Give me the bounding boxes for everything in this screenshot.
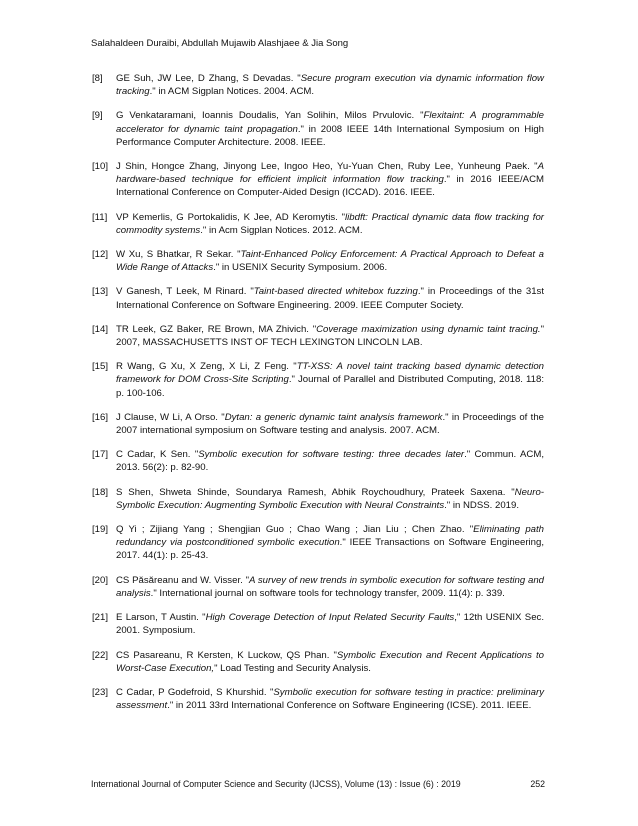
- reference-number: [8]: [92, 73, 103, 84]
- reference-text: V Ganesh, T Leek, M Rinard. "Taint-based directed whitebox fuzzing." in Proceedings of the 31st International Conference on Software Engineering. 2009. IEEE Computer Society.: [116, 286, 545, 311]
- reference-title: Coverage maximization using dynamic taint tracing.: [316, 323, 541, 335]
- reference-title: Dytan: a generic dynamic taint analysis framework: [224, 411, 443, 423]
- reference-text: C Cadar, K Sen. "Symbolic execution for software testing: three decades later." Commun. ACM, 2013. 56(2): p. 82-90.: [116, 449, 544, 474]
- reference-number: [22]: [92, 649, 109, 661]
- reference-number: [20]: [92, 574, 109, 586]
- reference-text: G Venkataramani, Ioannis Doudalis, Yan Solihin, Milos Prvulovic. "Flexitaint: A programmable accelerator for dynamic taint propagation." in 2008 IEEE 14th International Symposium on High Performance Computer Architecture. 2008. IEEE.: [116, 110, 545, 148]
- reference-title: Neuro-Symbolic Execution: Augmenting Symbolic Execution with Neural Constraints: [116, 486, 544, 511]
- reference-title: Eliminating path redundancy via postconditioned symbolic execution: [116, 524, 544, 549]
- reference-number: [10]: [92, 161, 109, 173]
- reference-item: [92, 360, 544, 400]
- reference-title: A hardware-based technique for efficient implicit information flow tracking: [116, 161, 544, 186]
- reference-item: [92, 448, 544, 474]
- reference-text: TR Leek, GZ Baker, RE Brown, MA Zhivich. "Coverage maximization using dynamic taint tracing." 2007, MASSACHUSETTS INST OF TECH LEXINGTON LINCOLN LAB.: [116, 323, 544, 349]
- reference-item: [92, 72, 544, 98]
- reference-number: [23]: [92, 686, 109, 698]
- reference-title: Secure program execution via dynamic information flow tracking: [116, 73, 544, 98]
- reference-list: [92, 72, 544, 712]
- reference-number: [17]: [92, 449, 109, 461]
- reference-item: [92, 411, 544, 437]
- reference-number: [12]: [92, 249, 109, 261]
- reference-item: [92, 248, 544, 274]
- reference-title: TT-XSS: A novel taint tracking based dynamic detection framework for DOM Cross-Site Scripting: [116, 361, 545, 386]
- reference-number: [14]: [92, 323, 109, 335]
- reference-text: J Shin, Hongce Zhang, Jinyong Lee, Ingoo Heo, Yu-Yuan Chen, Ruby Lee, Yunheung Paek. "A hardware-based technique for efficient implicit information flow tracking." in 2016 IEEE/ACM International Conference on Computer-Aided Design (ICCAD). 2016. IEEE.: [116, 161, 544, 199]
- reference-text: C Cadar, P Godefroid, S Khurshid. "Symbolic execution for software testing in practice: preliminary assessment." in 2011 33rd International Conference on Software Engineering (ICSE). 2011. IEEE.: [116, 686, 544, 712]
- reference-text: Q Yi ; Zijiang Yang ; Shengjian Guo ; Chao Wang ; Jian Liu ; Chen Zhao. "Eliminating path redundancy via postconditioned symbolic execution." IEEE Transactions on Software Engineering, 2017. 44(1): p. 25-43.: [116, 524, 544, 562]
- reference-text: CS Păsăreanu and W. Visser. "A survey of new trends in symbolic execution for software testing and analysis." International journal on software tools for technology transfer, 2009. 11(4): p. 339.: [116, 574, 544, 599]
- reference-number: [21]: [92, 612, 109, 624]
- reference-text: E Larson, T Austin. "High Coverage Detection of Input Related Security Faults," 12th USENIX Sec. 2001. Symposium.: [116, 612, 544, 637]
- reference-text: GE Suh, JW Lee, D Zhang, S Devadas. "Secure program execution via dynamic information flow tracking." in ACM Sigplan Notices. 2004. ACM.: [116, 73, 544, 98]
- reference-number: [11]: [92, 211, 108, 223]
- reference-number: [13]: [92, 286, 109, 298]
- reference-text: J Clause, W Li, A Orso. "Dytan: a generic dynamic taint analysis framework." in Proceedings of the 2007 international symposium on Software testing and analysis. 2007. ACM.: [116, 411, 544, 437]
- reference-title: libdft: Practical dynamic data flow tracking for commodity systems: [116, 211, 544, 236]
- reference-title: Taint-Enhanced Policy Enforcement: A Practical Approach to Defeat a Wide Range of Attacks: [116, 249, 544, 274]
- page-footer: [91, 779, 545, 789]
- reference-title: Symbolic Execution and Recent Applications to Worst-Case Execution,: [116, 649, 544, 674]
- reference-item: [92, 211, 544, 237]
- reference-text: R Wang, G Xu, X Zeng, X Li, Z Feng. "TT-XSS: A novel taint tracking based dynamic detection framework for DOM Cross-Site Scripting." Journal of Parallel and Distributed Computing, 2018. 118: p. 100-106.: [116, 361, 545, 399]
- reference-number: [19]: [92, 524, 109, 536]
- reference-item: [92, 574, 544, 600]
- reference-item: [92, 486, 544, 512]
- reference-number: [15]: [92, 361, 109, 373]
- reference-text: CS Pasareanu, R Kersten, K Luckow, QS Phan. "Symbolic Execution and Recent Applications to Worst-Case Execution," Load Testing and Security Analysis.: [116, 649, 544, 674]
- reference-title: Flexitaint: A programmable accelerator for dynamic taint propagation: [116, 110, 544, 135]
- reference-item: [92, 160, 544, 200]
- reference-number: [16]: [92, 411, 109, 423]
- reference-title: Symbolic execution for software testing: three decades later: [198, 449, 465, 461]
- reference-text: S Shen, Shweta Shinde, Soundarya Ramesh, Abhik Roychoudhury, Prateek Saxena. "Neuro-Symbolic Execution: Augmenting Symbolic Execution with Neural Constraints." in NDSS. 2019.: [116, 486, 544, 511]
- reference-text: VP Kemerlis, G Portokalidis, K Jee, AD Keromytis. "libdft: Practical dynamic data flow tracking for commodity systems." in Acm Sigplan Notices. 2012. ACM.: [116, 211, 544, 236]
- reference-title: High Coverage Detection of Input Related Security Faults: [205, 612, 455, 624]
- running-header: Salahaldeen Duraibi, Abdullah Mujawib Alashjaee & Jia Song: [91, 38, 349, 49]
- reference-number: [18]: [92, 486, 109, 498]
- reference-item: [92, 323, 544, 349]
- reference-item: [92, 686, 544, 712]
- journal-citation: International Journal of Computer Science and Security (IJCSS), Volume (13) : Issue (6) : 2019: [91, 779, 461, 789]
- reference-number: [9]: [92, 110, 103, 122]
- reference-title: A survey of new trends in symbolic execution for software testing and analysis: [116, 574, 544, 599]
- reference-item: [92, 611, 544, 637]
- reference-item: [92, 285, 544, 311]
- reference-title: Taint-based directed whitebox fuzzing: [253, 286, 418, 298]
- reference-item: [92, 649, 544, 675]
- reference-text: W Xu, S Bhatkar, R Sekar. "Taint-Enhanced Policy Enforcement: A Practical Approach to Defeat a Wide Range of Attacks." in USENIX Security Symposium. 2006.: [116, 249, 544, 274]
- reference-title: Symbolic execution for software testing in practice: preliminary assessment: [116, 686, 544, 712]
- reference-item: [92, 523, 544, 563]
- page-number: 252: [530, 779, 545, 789]
- reference-item: [92, 109, 544, 149]
